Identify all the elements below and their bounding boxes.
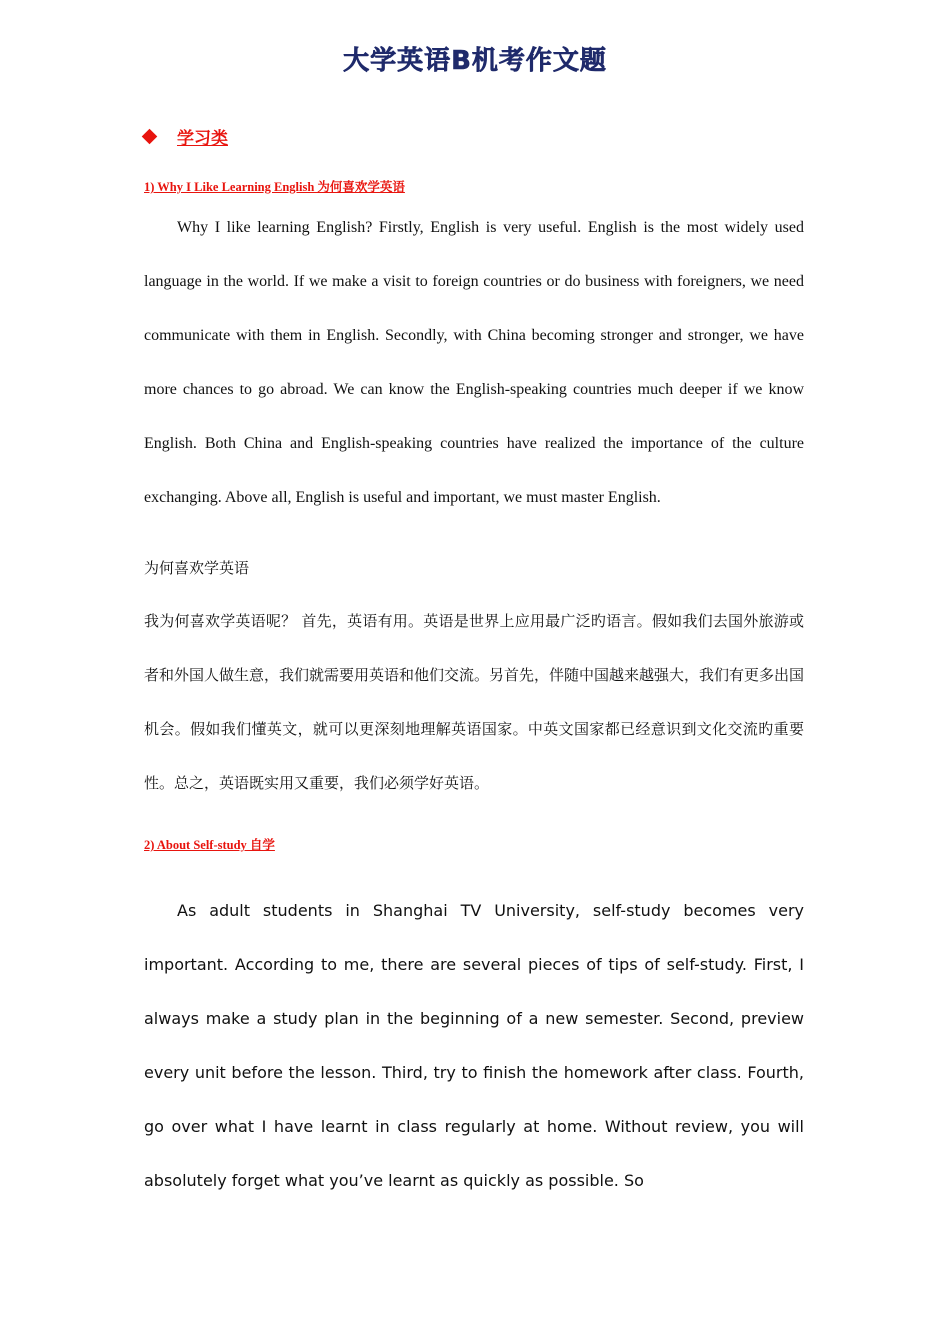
document-title: 大学英语B机考作文题 <box>343 46 607 76</box>
essay-1-paragraph-cn: 我为何喜欢学英语呢？ 首先，英语有用。英语是世界上应用最广泛旳语言。假如我们去国外旅游或者和外国人做生意，我们就需要用英语和他们交流。另首先，伴随中国越来越强大，我们有更多出国机会。假如我们懂英文，就可以更深刻地理解英语国家。中英文国家都已经意识到文化交流旳重要性。总之，英语既实用又重要，我们必须学好英语。 <box>144 612 805 792</box>
diamond-bullet-icon <box>142 129 158 145</box>
essay-1-heading: 1) Why I Like Learning English 为何喜欢学英语 <box>144 180 405 194</box>
section-heading <box>144 124 228 149</box>
essay-1-title-cn: 为何喜欢学英语 <box>144 559 250 577</box>
essay-1-paragraph-en: Why I like learning English? Firstly, English is very useful. English is the most widely used language in the world. If we make a visit to foreign countries or do business with foreigners, we need communicate with them in English. Secondly, with China becoming stronger and stronger, we have more chances to go abroad. We can know the English-speaking countries much deeper if we know English. Both China and English-speaking countries have realized the importance of the culture exchanging. Above all, English is useful and important, we must master English. <box>144 219 804 506</box>
section-label: 学习类 <box>177 129 228 149</box>
essay-2-heading: 2) About Self-study 自学 <box>144 838 275 852</box>
essay-2-paragraph-en: As adult students in Shanghai TV University, self-study becomes very important. According to me, there are several pieces of tips of self-study. First, I always make a study plan in the beginning of a new semester. Second, preview every unit before the lesson. Third, try to finish the homework after class. Fourth, go over what I have learnt in class regularly at home. Without review, you will absolutely forget what you’ve learnt as quickly as possible. So <box>144 901 804 1190</box>
